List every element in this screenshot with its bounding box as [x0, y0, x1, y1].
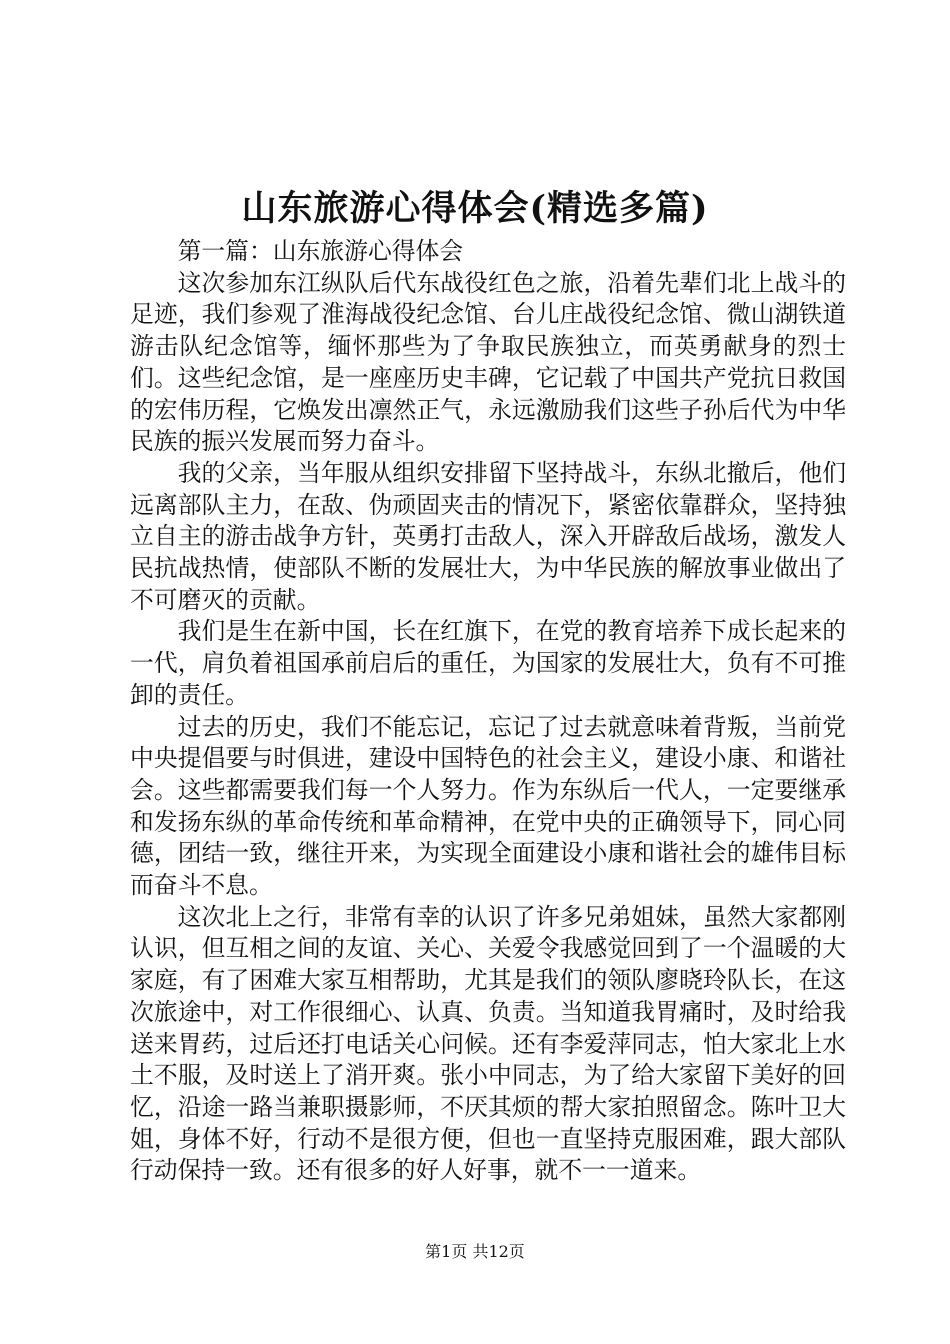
paragraph: 这次参加东江纵队后代东战役红色之旅，沿着先辈们北上战斗的足迹，我们参观了淮海战役纪念馆、台儿庄战役纪念馆、微山湖铁道游击队纪念馆等，缅怀那些为了争取民族独立，而英勇献身的烈士们。这些纪念馆，是一座座历史丰碑，它记载了中国共产党抗日救国的宏伟历程，它焕发出凛然正气，永远激励我们这些子孙后代为中华民族的振兴发展而努力奋斗。: [130, 268, 846, 456]
paragraph: 我的父亲，当年服从组织安排留下坚持战斗，东纵北撤后，他们远离部队主力，在敌、伪顽固夹击的情况下，紧密依靠群众，坚持独立自主的游击战争方针，英勇打击敌人，深入开辟敌后战场，激发人民抗战热情，使部队不断的发展壮大，为中华民族的解放事业做出了不可磨灭的贡献。: [130, 458, 846, 614]
paragraph: 我们是生在新中国，长在红旗下，在党的教育培养下成长起来的一代，肩负着祖国承前启后的重任，为国家的发展壮大，负有不可推卸的责任。: [130, 617, 846, 709]
paragraph: 过去的历史，我们不能忘记，忘记了过去就意味着背叛，当前党中央提倡要与时俱进，建设中国特色的社会主义，建设小康、和谐社会。这些都需要我们每一个人努力。作为东纵后一代人，一定要继承和发扬东纵的革命传统和革命精神，在党中央的正确领导下，同心同德，团结一致，继往开来，为实现全面建设小康和谐社会的雄伟目标而奋斗不息。: [130, 712, 846, 900]
paragraph-section-heading: 第一篇：山东旅游心得体会: [177, 237, 464, 265]
paragraph: 这次北上之行，非常有幸的认识了许多兄弟姐妹，虽然大家都刚认识，但互相之间的友谊、关心、关爱令我感觉回到了一个温暖的大家庭，有了困难大家互相帮助，尤其是我们的领队廖晓玲队长，在这次旅途中，对工作很细心、认真、负责。当知道我胃痛时，及时给我送来胃药，过后还打电话关心问候。还有李爱萍同志，怕大家北上水土不服，及时送上了消开爽。张小中同志，为了给大家留下美好的回忆，沿途一路当兼职摄影师，不厌其烦的帮大家拍照留念。陈叶卫大姐，身体不好，行动不是很方便，但也一直坚持克服困难，跟大部队行动保持一致。还有很多的好人好事，就不一一道来。: [130, 902, 846, 1185]
page-footer: 第1页 共12页: [425, 1242, 525, 1261]
document-title: 山东旅游心得体会(精选多篇): [241, 188, 709, 229]
document-body: [130, 236, 846, 1187]
